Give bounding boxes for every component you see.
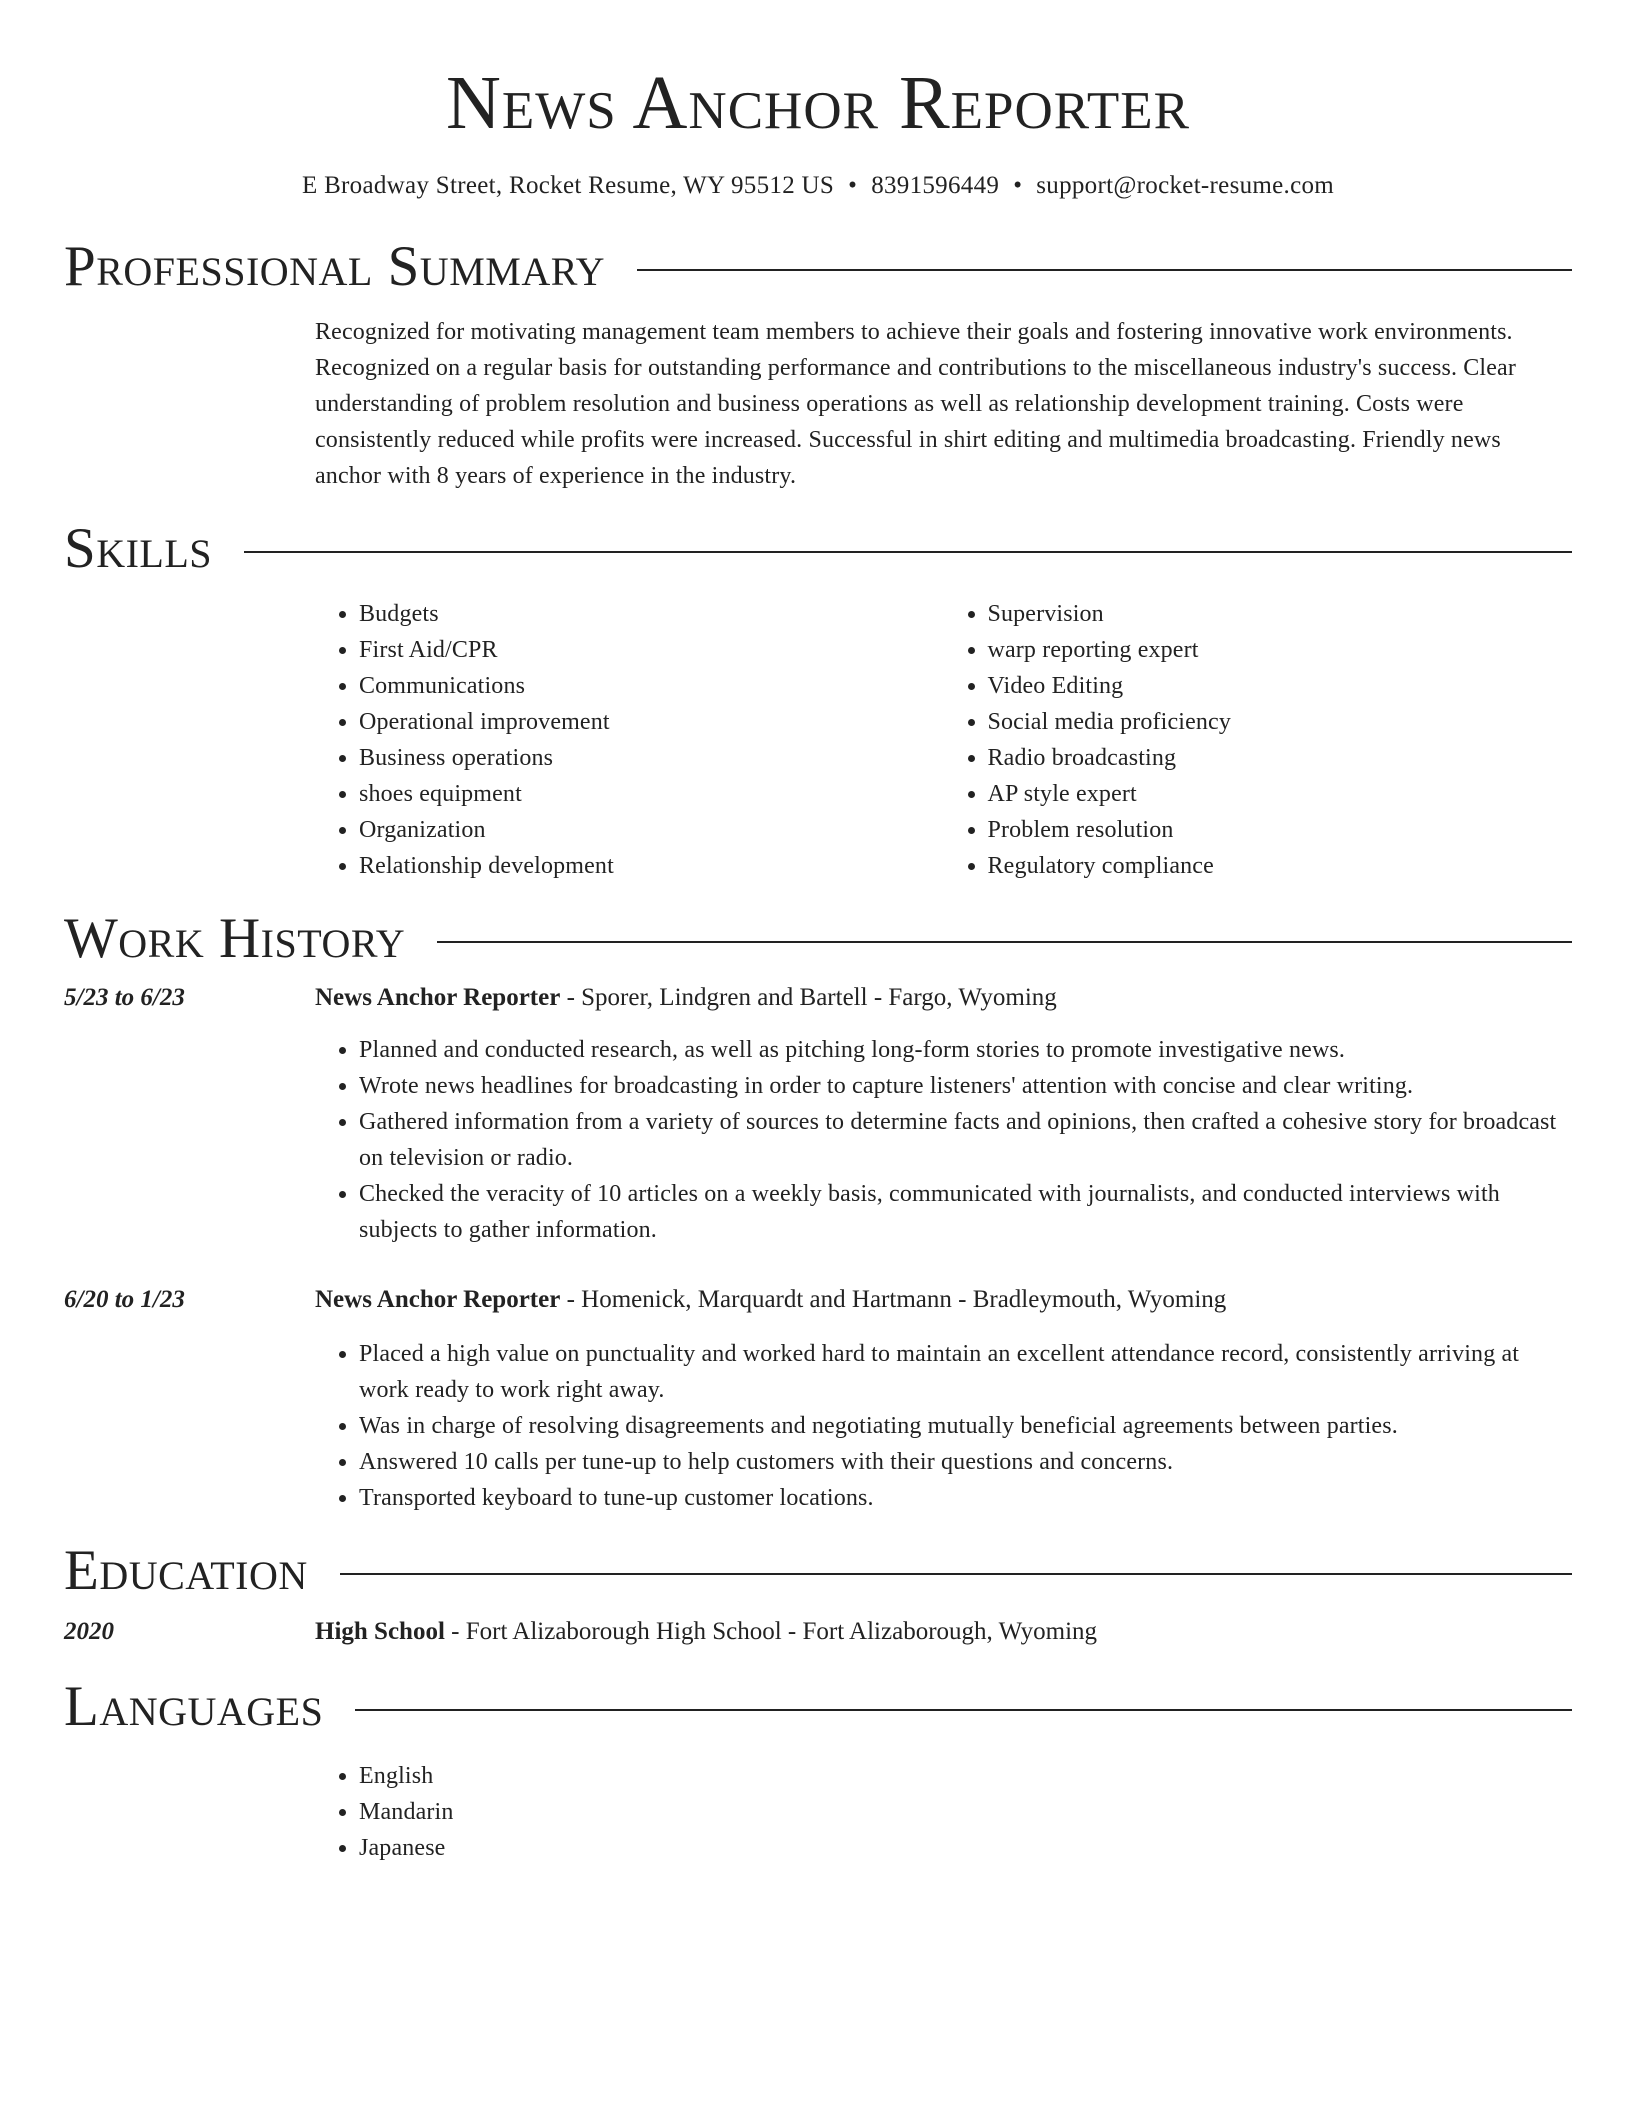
job-employer: - Sporer, Lindgren and Bartell - Fargo, Wyoming	[560, 984, 1057, 1011]
skill-item: • Communications	[359, 668, 944, 704]
section-divider	[637, 269, 1572, 271]
summary-text: Recognized for motivating management team members to achieve their goals and fostering innovative work environments. Recognized on a regular basis for outstanding performance and contributions to the miscellaneous industry's success. Clear understanding of problem resolution and business operations as well as relationship development training. Costs were consistently reduced while profits were increased. Successful in shirt editing and multimedia broadcasting. Friendly news anchor with 8 years of experience in the industry.	[315, 319, 1516, 489]
education-section-header	[64, 1540, 1572, 1602]
contact-address: E Broadway Street, Rocket Resume, WY 95512 US	[301, 172, 835, 199]
skill-item: • Radio broadcasting	[988, 740, 1573, 776]
job-entry	[64, 980, 1572, 1248]
skill-item: • Problem resolution	[988, 812, 1573, 848]
skills-section-header	[64, 518, 1572, 580]
skill-item: • Video Editing	[988, 668, 1573, 704]
skill-item: • Organization	[359, 812, 944, 848]
skills-list	[315, 596, 1572, 884]
work-heading: Work History	[64, 907, 406, 970]
skill-item: • warp reporting expert	[988, 632, 1573, 668]
skill-item: • Supervision	[988, 596, 1573, 632]
job-bullets	[315, 1336, 1572, 1516]
skill-item: • Regulatory compliance	[988, 848, 1573, 884]
education-school: - Fort Alizaborough High School - Fort Alizaborough, Wyoming	[444, 1618, 1098, 1645]
skill-item: • Budgets	[359, 596, 944, 632]
job-bullet: • Wrote news headlines for broadcasting in order to capture listeners' attention with concise and clear writing.	[359, 1068, 1572, 1104]
skill-item: • First Aid/CPR	[359, 632, 944, 668]
education-heading: Education	[64, 1539, 308, 1602]
languages-heading: Languages	[64, 1675, 324, 1738]
skill-item: • Operational improvement	[359, 704, 944, 740]
job-title-line	[315, 980, 1572, 1016]
job-dates: 6/20 to 1/23	[64, 1286, 185, 1313]
section-divider	[437, 941, 1572, 943]
skills-heading: Skills	[64, 517, 213, 580]
job-bullet: • Planned and conducted research, as well as pitching long-form stories to promote investigative news.	[359, 1032, 1572, 1068]
job-bullet: • Placed a high value on punctuality and worked hard to maintain an excellent attendance record, consistently arriving at work ready to work right away.	[359, 1336, 1572, 1408]
job-bullet: • Checked the veracity of 10 articles on a weekly basis, communicated with journalists, and conducted interviews with subjects to gather information.	[359, 1176, 1572, 1248]
education-degree: High School	[315, 1618, 445, 1645]
education-content	[315, 1614, 1572, 1650]
job-content	[315, 980, 1572, 1248]
job-entry	[64, 1282, 1572, 1516]
summary-section-header	[64, 236, 1572, 298]
skill-item: • shoes equipment	[359, 776, 944, 812]
job-bullets	[315, 1032, 1572, 1248]
skill-item: • Business operations	[359, 740, 944, 776]
section-divider	[244, 551, 1572, 553]
education-year: 2020	[64, 1618, 114, 1645]
contact-email[interactable]: support@rocket-resume.com	[1036, 172, 1335, 199]
work-section-header	[64, 908, 1572, 970]
job-title-line	[315, 1282, 1572, 1318]
skill-item: • AP style expert	[988, 776, 1573, 812]
language-item: • English	[359, 1758, 1572, 1794]
job-content	[315, 1282, 1572, 1516]
job-dates: 5/23 to 6/23	[64, 984, 185, 1011]
contact-separator: •	[848, 172, 858, 199]
job-bullet: • Gathered information from a variety of sources to determine facts and opinions, then crafted a cohesive story for broadcast on television or radio.	[359, 1104, 1572, 1176]
education-entry	[64, 1614, 1572, 1650]
job-bullet: • Transported keyboard to tune-up customer locations.	[359, 1480, 1572, 1516]
skills-column-right	[944, 596, 1573, 884]
job-employer: - Homenick, Marquardt and Hartmann - Bradleymouth, Wyoming	[560, 1286, 1227, 1313]
language-item: • Japanese	[359, 1830, 1572, 1866]
languages-bullets	[315, 1758, 1572, 1866]
job-title: News Anchor Reporter	[315, 984, 561, 1011]
contact-separator: •	[1013, 172, 1023, 199]
job-title: News Anchor Reporter	[315, 1286, 561, 1313]
contact-phone: 8391596449	[871, 172, 1000, 199]
resume-page	[64, 0, 1572, 1866]
language-item: • Mandarin	[359, 1794, 1572, 1830]
job-bullet: • Answered 10 calls per tune-up to help customers with their questions and concerns.	[359, 1444, 1572, 1480]
languages-section-header	[64, 1676, 1572, 1738]
section-divider	[355, 1709, 1572, 1711]
skills-column-left	[315, 596, 944, 884]
section-divider	[340, 1573, 1572, 1575]
languages-list	[315, 1758, 1572, 1866]
job-bullet: • Was in charge of resolving disagreements and negotiating mutually beneficial agreements between parties.	[359, 1408, 1572, 1444]
contact-line	[64, 170, 1572, 202]
skill-item: • Relationship development	[359, 848, 944, 884]
summary-heading: Professional Summary	[64, 235, 606, 298]
skill-item: • Social media proficiency	[988, 704, 1573, 740]
resume-name: News Anchor Reporter	[445, 61, 1191, 145]
education-line	[315, 1614, 1572, 1650]
